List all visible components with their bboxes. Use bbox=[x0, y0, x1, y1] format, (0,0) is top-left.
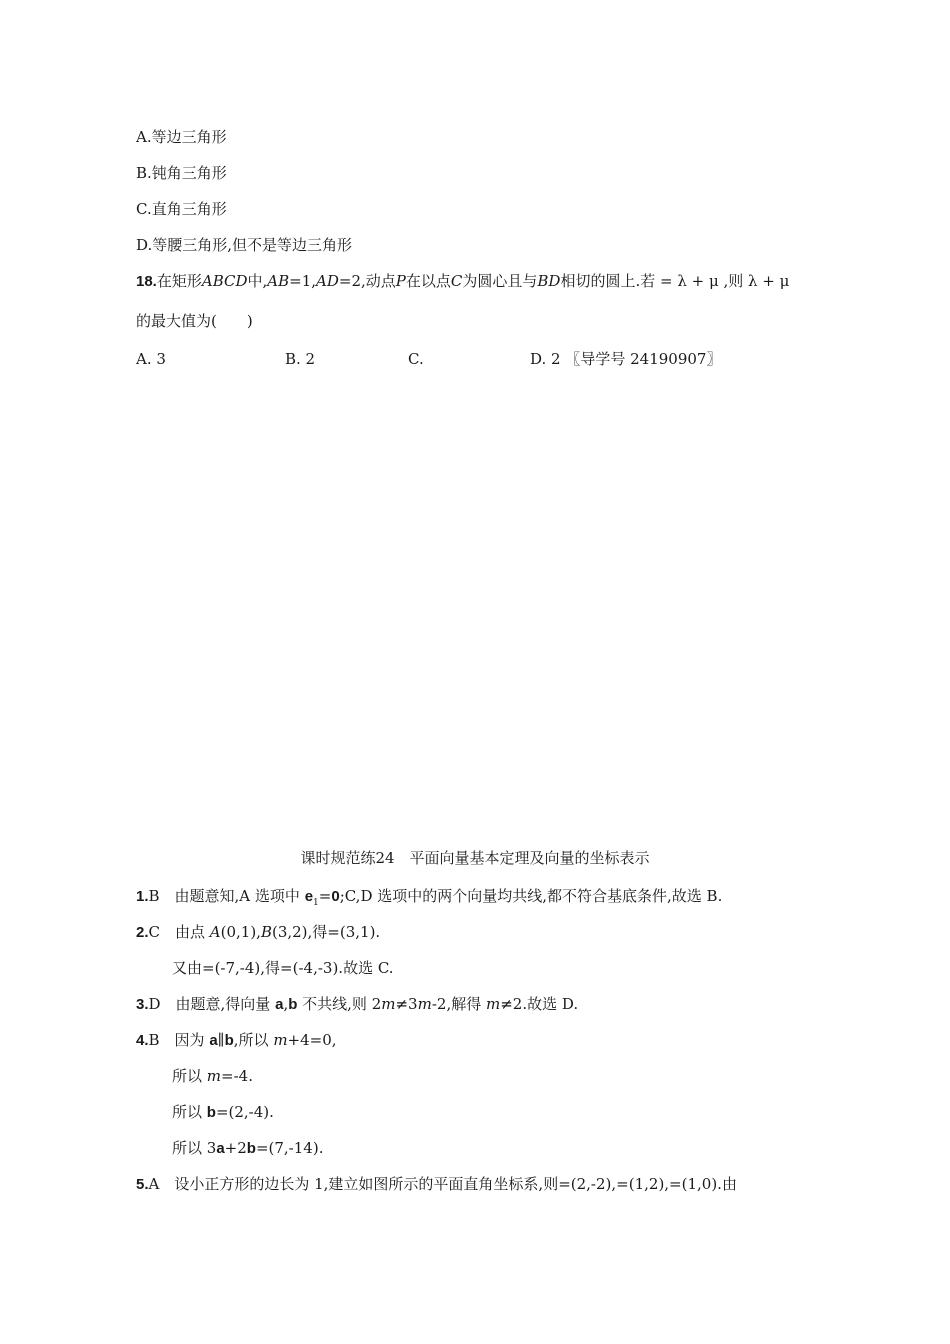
q17-option-c: C.直角三角形 bbox=[136, 200, 227, 218]
answer-1 bbox=[136, 886, 722, 913]
answer-3 bbox=[136, 994, 578, 1015]
answer-text: D 由题意,得向量 bbox=[148, 995, 276, 1013]
answer-text: 不共线,则 2 bbox=[297, 995, 382, 1013]
vector-symbol: a bbox=[216, 1140, 225, 1157]
answer-text: ≠2.故选 D. bbox=[500, 995, 579, 1013]
q18-text: 在以点 bbox=[405, 272, 451, 290]
q18-text: =1, bbox=[289, 272, 317, 290]
q18-option-a: A. 3 bbox=[136, 350, 166, 368]
q18-stem-line2: 的最大值为( ) bbox=[136, 312, 253, 330]
answer-number: 2. bbox=[136, 924, 149, 941]
vector-symbol: b bbox=[224, 1032, 234, 1049]
answer-text: (3,2),得=(3,1). bbox=[271, 923, 381, 941]
q18-text: 中, bbox=[247, 272, 268, 290]
q17-option-d: D.等腰三角形,但不是等边三角形 bbox=[136, 236, 353, 254]
answer-text: ≠3 bbox=[395, 995, 418, 1013]
q18-var: P bbox=[395, 272, 406, 290]
q18-text: 在矩形 bbox=[156, 272, 202, 290]
q18-var: AD bbox=[316, 272, 339, 290]
q17-option-a: A.等边三角形 bbox=[136, 128, 227, 146]
answer-text: ;C,D 选项中的两个向量均共线,都不符合基底条件,故选 B. bbox=[339, 887, 723, 905]
answer-text: 所以 3 bbox=[172, 1139, 217, 1157]
answer-text: (0,1), bbox=[220, 923, 261, 941]
q17-option-b: B.钝角三角形 bbox=[136, 164, 227, 182]
answer-text: ∥ bbox=[217, 1031, 225, 1049]
q18-number: 18. bbox=[136, 273, 157, 290]
point-label: A bbox=[209, 923, 221, 941]
answer-text: A 设小正方形的边长为 1,建立如图所示的平面直角坐标系,则=(2,-2),=(1,2),=(1,0).由 bbox=[148, 1175, 737, 1193]
vector-symbol: 0 bbox=[331, 888, 340, 905]
vector-symbol: b bbox=[206, 1104, 216, 1121]
answer-text: 所以 bbox=[172, 1067, 207, 1085]
answer-text: B 因为 bbox=[148, 1031, 210, 1049]
vector-symbol: a bbox=[275, 996, 284, 1013]
q18-option-c: C. bbox=[408, 350, 424, 368]
answer-text: +4=0, bbox=[287, 1031, 337, 1049]
answer-text: ,所以 bbox=[233, 1031, 274, 1049]
answer-number: 4. bbox=[136, 1032, 149, 1049]
q18-text: =2,动点 bbox=[338, 272, 396, 290]
answer-number: 5. bbox=[136, 1176, 149, 1193]
variable: m bbox=[417, 995, 432, 1013]
q18-var: C bbox=[450, 272, 463, 290]
answer-2-line2: 又由=(-7,-4),得=(-4,-3).故选 C. bbox=[172, 959, 394, 977]
answer-4-line4 bbox=[172, 1138, 323, 1159]
q18-var: BD bbox=[537, 272, 561, 290]
answer-5 bbox=[136, 1174, 737, 1195]
subscript: 1 bbox=[313, 898, 319, 908]
answer-text: +2 bbox=[224, 1139, 247, 1157]
q18-text: 为圆心且与 bbox=[462, 272, 538, 290]
answer-text: =-4. bbox=[221, 1067, 253, 1085]
q18-var: AB bbox=[267, 272, 290, 290]
answer-text: =(7,-14). bbox=[255, 1139, 324, 1157]
section-title: 课时规范练24 平面向量基本定理及向量的坐标表示 bbox=[300, 849, 650, 867]
answer-number: 3. bbox=[136, 996, 149, 1013]
q18-text: 相切的圆上.若 = λ + μ ,则 λ + μ bbox=[560, 272, 790, 290]
point-label: B bbox=[260, 923, 272, 941]
answer-text: =(2,-4). bbox=[215, 1103, 274, 1121]
answer-number: 1. bbox=[136, 888, 149, 905]
answer-4-line3 bbox=[172, 1102, 274, 1123]
answer-text: = bbox=[318, 887, 332, 905]
variable: m bbox=[206, 1067, 222, 1085]
answer-text: C 由点 bbox=[148, 923, 210, 941]
vector-symbol: b bbox=[288, 996, 298, 1013]
answer-text: 所以 bbox=[172, 1103, 207, 1121]
q18-option-b: B. 2 bbox=[285, 350, 316, 368]
q18-option-d: D. 2 〖导学号 24190907〗 bbox=[530, 350, 722, 368]
answer-2 bbox=[136, 922, 380, 943]
answer-text: , bbox=[283, 995, 289, 1013]
variable: m bbox=[273, 1031, 288, 1049]
answer-4 bbox=[136, 1030, 337, 1051]
q18-stem bbox=[136, 271, 789, 292]
q18-var: ABCD bbox=[201, 272, 248, 290]
vector-symbol: b bbox=[246, 1140, 256, 1157]
variable: m bbox=[486, 995, 501, 1013]
answer-text: -2,解得 bbox=[431, 995, 486, 1013]
answer-4-line2 bbox=[172, 1066, 253, 1086]
variable: m bbox=[381, 995, 396, 1013]
vector-symbol: a bbox=[209, 1032, 218, 1049]
vector-symbol: e bbox=[304, 888, 314, 905]
answer-text: B 由题意知,A 选项中 bbox=[148, 887, 305, 905]
